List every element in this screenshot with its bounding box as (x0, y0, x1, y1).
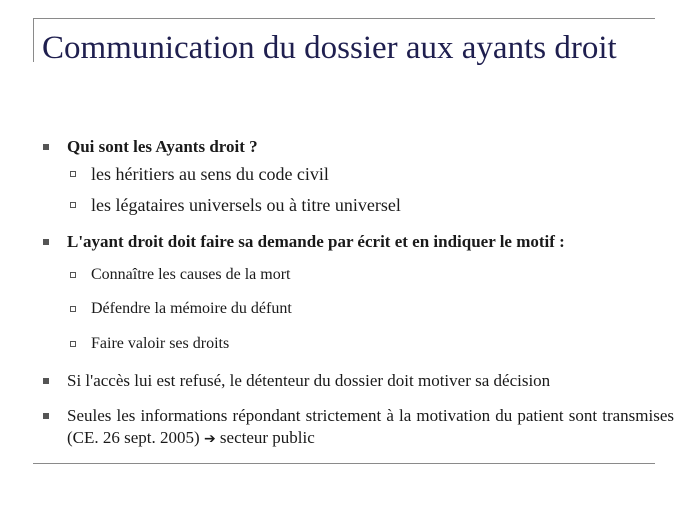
hollow-square-bullet-icon (70, 341, 76, 347)
list-item (43, 405, 674, 450)
square-bullet-icon (43, 239, 49, 245)
list-item (70, 264, 291, 286)
square-bullet-icon (43, 378, 49, 384)
square-bullet-icon (43, 413, 49, 419)
hollow-square-bullet-icon (70, 272, 76, 278)
right-arrow-icon: ➔ (203, 431, 216, 447)
bullet-text: Si l'accès lui est refusé, le détenteur du dossier doit motiver sa décision (67, 371, 551, 390)
hollow-square-bullet-icon (70, 171, 76, 177)
list-item (70, 163, 329, 185)
bullet-text (67, 405, 674, 450)
hollow-square-bullet-icon (70, 306, 76, 312)
title-rule-top (33, 18, 655, 19)
bullet-text: L'ayant droit doit faire sa demande par écrit et en indiquer le motif : (67, 232, 565, 251)
list-item (70, 194, 401, 216)
bullet-text-main: Seules les informations répondant strictement à la motivation du patient sont transmises (CE. 26 sept. 2005) (67, 406, 674, 447)
bullet-text: Qui sont les Ayants droit ? (67, 137, 258, 156)
list-item (43, 370, 550, 392)
bullet-text: les héritiers au sens du code civil (91, 164, 329, 184)
list-item (43, 136, 258, 158)
list-item (43, 231, 565, 253)
square-bullet-icon (43, 144, 49, 150)
bottom-rule (33, 463, 655, 464)
list-item (70, 333, 229, 355)
title-rule-left (33, 18, 34, 62)
bullet-text: Connaître les causes de la mort (91, 266, 291, 283)
bullet-text: Défendre la mémoire du défunt (91, 300, 292, 317)
hollow-square-bullet-icon (70, 202, 76, 208)
bullet-text-tail: secteur public (219, 428, 315, 447)
bullet-text: les légataires universels ou à titre universel (91, 195, 401, 215)
bullet-text: Faire valoir ses droits (91, 335, 230, 352)
list-item (70, 298, 292, 320)
slide-title: Communication du dossier aux ayants droit (42, 30, 617, 66)
